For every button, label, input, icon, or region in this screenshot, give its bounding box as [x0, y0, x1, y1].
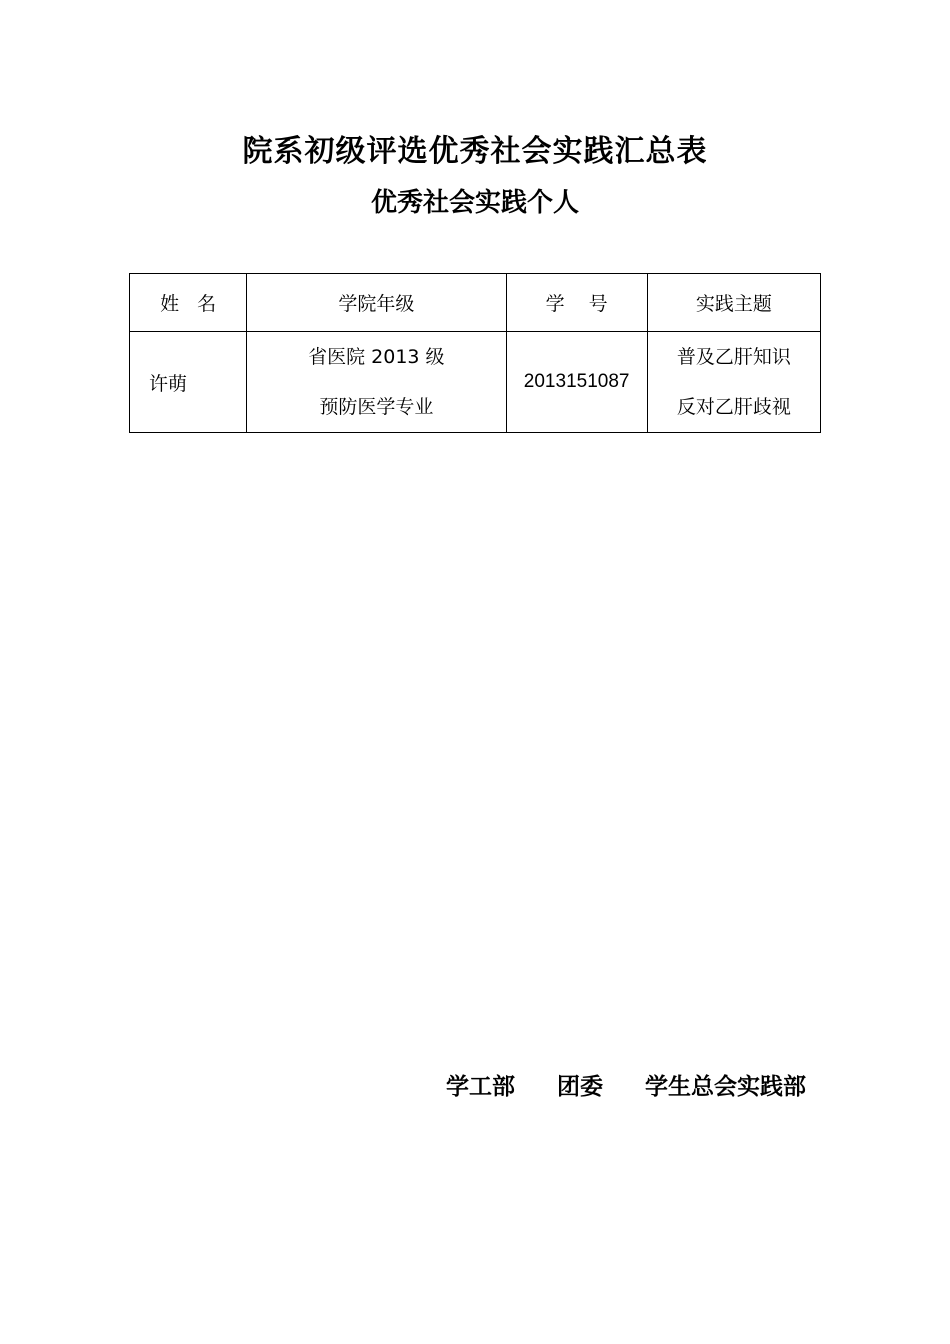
document-title: 院系初级评选优秀社会实践汇总表 — [242, 134, 708, 169]
college-line-1: 省医院 2013 级 — [308, 346, 445, 368]
summary-table — [129, 273, 821, 433]
footer-dept-practice: 学生总会实践部 — [645, 1074, 806, 1100]
table-header-row — [130, 274, 821, 332]
cell-practice-topic — [647, 332, 820, 433]
topic-line-2: 反对乙肝歧视 — [676, 396, 791, 418]
footer-departments — [0, 1069, 806, 1105]
footer-dept-youth-league: 团委 — [556, 1074, 603, 1100]
header-name: 姓名 — [130, 274, 247, 332]
college-line-2: 预防医学专业 — [319, 396, 434, 418]
header-student-id: 学号 — [506, 274, 647, 332]
header-practice-topic: 实践主题 — [647, 274, 820, 332]
table-row — [130, 332, 821, 433]
cell-name: 许萌 — [130, 332, 247, 433]
cell-student-id: 2013151087 — [506, 332, 647, 433]
header-college-grade: 学院年级 — [247, 274, 506, 332]
footer-dept-student-affairs: 学工部 — [445, 1074, 515, 1100]
cell-college-grade — [247, 332, 506, 433]
document-subtitle: 优秀社会实践个人 — [370, 188, 579, 218]
topic-line-1: 普及乙肝知识 — [676, 346, 791, 368]
